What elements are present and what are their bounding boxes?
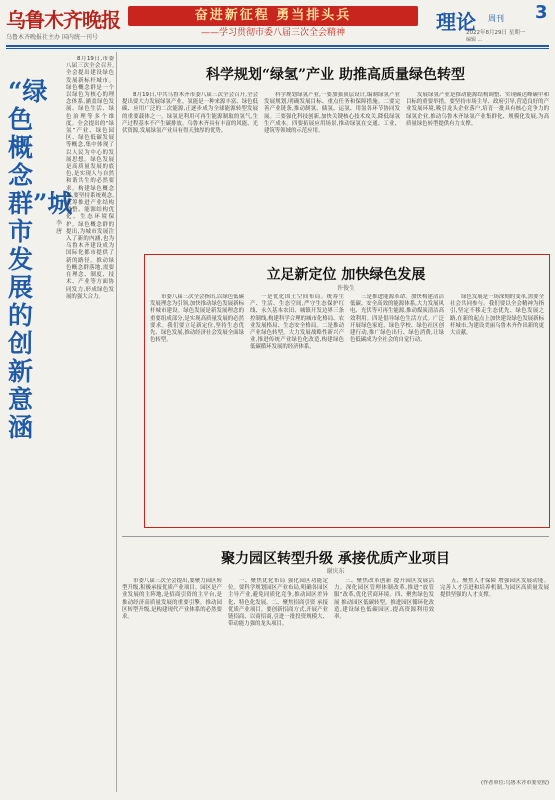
page-editor: 编辑 ... <box>466 37 483 43</box>
bottom-article-body-col3: 三、聚焦改革创新 提升园区发展活力。深化园区管理体制改革,推进“放管服”改革,优化营商环境。四、聚焦绿色发展 推动园区低碳转型。推进园区循环化改造,建设绿色低碳园区,提高资源利用效率。 <box>334 578 434 621</box>
top-article-body-col1: 8月19日,中共乌鲁木齐市委八届三次全会召开,全会提出要大力发展绿氢产业。氢能是一种来源丰富、绿色低碳、应用广泛的二次能源,正逐步成为全球能源转型发展的重要载体之一。绿氢是利用可再生能源制取的氢气,生产过程基本不产生碳排放。乌鲁木齐具有丰富的风能、光伏资源,发展绿氢产业具有得天独厚的优势。 <box>122 92 258 135</box>
sidebar-body: 8月19日,市委八届三次全会召开,全会提出建设绿色发展新标杆城市。绿色概念群是一个以绿色为核心的理念体系,涵盖绿色发展、绿色生活、绿色治理等多个维度。全会提出的“绿氢”产业、绿色园区、绿色低碳发展等概念,集中体现了以人民为中心的发展思想。绿色发展是高质量发展的底色,是实现人与自然和谐共生的必然要求。构建绿色概念群,要坚持系统观念,统筹推进产业结构调整、能源结构优化、生态环境保护。绿色概念群的提出,为城市发展注入了新的内涵,也为乌鲁木齐建设成为国际化都市提供了新的路径。推动绿色概念群落地,需要在理念、制度、技术、产业等方面协同发力,形成绿色发展的强大合力。 <box>66 56 114 300</box>
middle-article-body-col2: 一是优化国土空间布局。统筹生产、生活、生态空间,严守生态保护红线、永久基本农田、城镇开发边界三条控制线,构建科学合理的城市化格局、农业发展格局、生态安全格局。二是推动产业绿色转型。大力发展战略性新兴产业,推进传统产业绿色化改造,构建绿色低碳循环发展的经济体系。 <box>250 294 344 351</box>
page-number: 3 <box>535 2 548 23</box>
middle-article-title: 立足新定位 加快绿色发展 <box>266 267 426 283</box>
header-rule-thin <box>6 48 549 49</box>
bottom-article-body-col4: 五、聚焦人才保障 增强园区发展动能。完善人才引进和培养机制,为园区高质量发展提供坚强的人才支撑。 <box>440 578 549 599</box>
section-rule <box>122 536 549 537</box>
publication-info: 乌鲁木齐晚报社主办 国内统一刊号 <box>6 34 98 41</box>
masthead <box>0 0 555 44</box>
issue-date: 2022年8月29日 星期一 <box>466 30 526 36</box>
bottom-article-author-note: (作者单位:乌鲁木齐市委党校) <box>480 780 549 786</box>
header-rule <box>6 45 549 47</box>
sidebar-byline: 李 唐 <box>56 220 63 235</box>
banner <box>128 6 418 40</box>
section-subtitle: 周刊 <box>488 14 504 23</box>
top-article-body-col2: 科学规划绿氢产业,一要加强顶层设计,编制绿氢产业发展规划,明确发展目标、重点任务和保障措施。二要完善产业链条,推动制氢、储氢、运氢、用氢各环节协同发展。三要强化科技创新,加快关键核心技术攻关,降低绿氢生产成本。四要拓展应用场景,推动绿氢在交通、工业、建筑等领域的示范应用。 <box>264 92 400 135</box>
column-divider <box>116 52 117 792</box>
bottom-article-body-col2: 一、聚焦优化布局 强化园区功能定位。要科学规划园区产业布局,明确各园区主导产业,避免同质化竞争,推动园区差异化、特色化发展。二、聚焦招商引资 承接优质产业项目。要创新招商方式,开展产业链招商、以商招商,引进一批投资规模大、带动能力强的龙头项目。 <box>228 578 328 628</box>
middle-article-body-col1: 市委八届三次全会指出,以绿色低碳发展理念为引领,加快推动绿色发展新标杆城市建设。绿色发展是新发展理念的重要组成部分,是实现高质量发展的必然要求。我们要立足新定位,坚持生态优先、绿色发展,推动经济社会发展全面绿色转型。 <box>150 294 244 344</box>
newspaper-logo: 乌鲁木齐晚报 <box>6 8 120 32</box>
sidebar-article-title: “绿色概念群”城市发展的创新意涵 <box>8 77 73 442</box>
bottom-article-author: 谢庆东 <box>326 568 345 575</box>
middle-article-author: 许俊生 <box>336 285 355 292</box>
banner-slogan: 奋进新征程 勇当排头兵 <box>128 6 418 26</box>
top-article-body-col3: 发展绿氢产业是推动能源结构调整、实现碳达峰碳中和目标的重要举措。要坚持市场主导、政府引导,营造良好的产业发展环境,吸引龙头企业落户,培育一批具有核心竞争力的绿氢企业,推动乌鲁木齐绿氢产业集群化、规模化发展,为高质量绿色转型提供有力支撑。 <box>406 92 549 127</box>
section-name: 理论 <box>436 10 476 34</box>
top-article-title: 科学规划“绿氢”产业 助推高质量绿色转型 <box>206 67 465 83</box>
banner-subtitle: ——学习贯彻市委八届三次全会精神 <box>200 28 345 38</box>
middle-article-body-col3: 三是推进能源革命。加快构建清洁低碳、安全高效的能源体系,大力发展风电、光伏等可再生能源,推动煤炭清洁高效利用。四是倡导绿色生活方式。广泛开展绿色家庭、绿色学校、绿色社区创建行动,推广绿色出行、绿色消费,让绿色低碳成为全社会的自觉行动。 <box>350 294 444 344</box>
middle-article-body-col4: 绿色发展是一场深刻的变革,需要全社会共同参与。我们要以全会精神为指引,坚定不移走生态优先、绿色发展之路,在新的起点上加快建设绿色发展新标杆城市,为建设美丽乌鲁木齐作出新的更大贡献。 <box>450 294 544 337</box>
bottom-article-title: 聚力园区转型升级 承接优质产业项目 <box>221 551 450 567</box>
bottom-article-body-col1: 市委八届三次全会提出,要聚力园区转型升级,积极承接优质产业项目。园区是产业发展的主阵地,是招商引资的主平台,是推动经济高质量发展的重要引擎。推动园区转型升级,是构建现代产业体系的必然要求。 <box>122 578 222 621</box>
